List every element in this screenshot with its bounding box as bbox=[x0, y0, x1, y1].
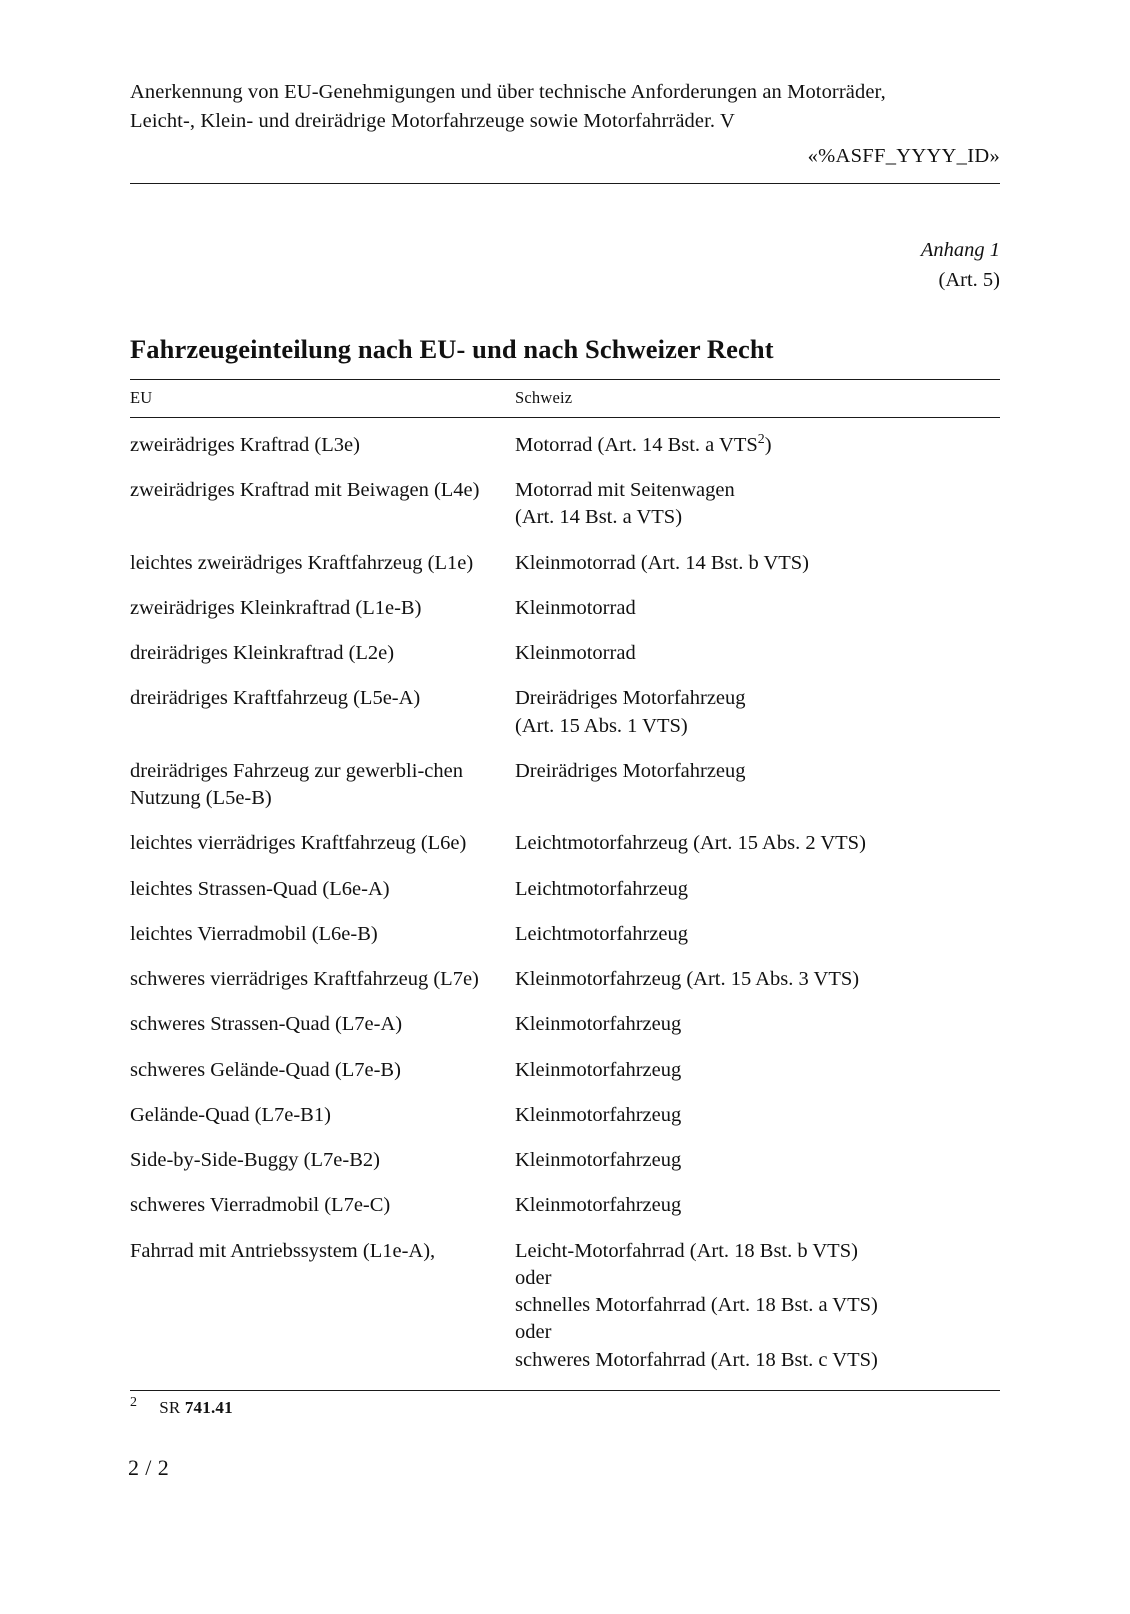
table-header-row bbox=[130, 380, 1000, 417]
header-divider bbox=[130, 183, 1000, 184]
cell-eu: schweres Gelände-Quad (L7e-B) bbox=[130, 1058, 401, 1081]
cell-ch: Kleinmotorfahrzeug bbox=[515, 1013, 682, 1036]
cell-ch: Kleinmotorfahrzeug bbox=[515, 1058, 682, 1081]
table-row bbox=[130, 586, 1000, 631]
cell-eu: dreirädriges Kleinkraftrad (L2e) bbox=[130, 642, 395, 665]
cell-eu: zweirädriges Kleinkraftrad (L1e-B) bbox=[130, 596, 422, 619]
cell-eu: schweres vierrädriges Kraftfahrzeug (L7e) bbox=[130, 968, 479, 991]
cell-ch: Leichtmotorfahrzeug (Art. 15 Abs. 2 VTS) bbox=[515, 832, 866, 855]
table-row bbox=[130, 957, 1000, 1002]
cell-ch: Kleinmotorrad (Art. 14 Bst. b VTS) bbox=[515, 551, 809, 574]
cell-eu: schweres Strassen-Quad (L7e-A) bbox=[130, 1013, 403, 1036]
cell-eu: Fahrrad mit Antriebssystem (L1e-A), bbox=[130, 1239, 436, 1262]
cell-eu: Gelände-Quad (L7e-B1) bbox=[130, 1103, 331, 1126]
cell-ch: Leicht-Motorfahrrad (Art. 18 Bst. b VTS) oder schnelles Motorfahrrad (Art. 18 Bst. a VTS) oder schweres Motorfahrrad (Art. 18 Bst. c VTS) bbox=[515, 1239, 878, 1371]
cell-eu: leichtes zweirädriges Kraftfahrzeug (L1e) bbox=[130, 551, 474, 574]
cell-eu: zweirädriges Kraftrad (L3e) bbox=[130, 433, 360, 456]
cell-eu: dreirädriges Kraftfahrzeug (L5e-A) bbox=[130, 687, 421, 710]
table-row bbox=[130, 821, 1000, 866]
cell-eu: zweirädriges Kraftrad mit Beiwagen (L4e) bbox=[130, 479, 480, 502]
footnote-prefix: SR bbox=[159, 1398, 185, 1417]
cell-ch: Kleinmotorfahrzeug (Art. 15 Abs. 3 VTS) bbox=[515, 968, 860, 991]
table-row bbox=[130, 912, 1000, 957]
cell-eu: leichtes Strassen-Quad (L6e-A) bbox=[130, 877, 390, 900]
table-row bbox=[130, 631, 1000, 676]
table-row bbox=[130, 1229, 1000, 1390]
table-bottom-rule bbox=[130, 1390, 1000, 1391]
cell-ch: Motorrad (Art. 14 Bst. a VTS$^2$) bbox=[515, 431, 772, 456]
table-row bbox=[130, 541, 1000, 586]
table-row bbox=[130, 1138, 1000, 1183]
footnote-reference: 2 bbox=[757, 431, 765, 447]
cell-ch: Kleinmotorfahrzeug bbox=[515, 1194, 682, 1217]
header-line-1: Anerkennung von EU-Genehmigungen und über technische Anforderungen an Motorräder, bbox=[130, 81, 886, 103]
cell-eu: leichtes vierrädriges Kraftfahrzeug (L6e) bbox=[130, 832, 467, 855]
table-row bbox=[130, 867, 1000, 912]
document-header bbox=[130, 78, 1000, 171]
document-id: «%ASFF_YYYY_ID» bbox=[807, 145, 1000, 168]
table-row bbox=[130, 676, 1000, 749]
cell-eu: Side-by-Side-Buggy (L7e-B2) bbox=[130, 1149, 380, 1172]
table-row bbox=[130, 468, 1000, 541]
table-row bbox=[130, 1002, 1000, 1047]
cell-ch: Kleinmotorfahrzeug bbox=[515, 1149, 682, 1172]
cell-ch: Kleinmotorrad bbox=[515, 596, 636, 619]
footnote-sr-number: 741.41 bbox=[184, 1398, 233, 1417]
cell-eu: schweres Vierradmobil (L7e-C) bbox=[130, 1194, 391, 1217]
footnote bbox=[130, 1395, 233, 1418]
page-title: Fahrzeugeinteilung nach EU- und nach Schweizer Recht bbox=[130, 333, 774, 364]
annex-title: Anhang 1 bbox=[920, 239, 1000, 262]
cell-ch: Dreirädriges Motorfahrzeug bbox=[515, 759, 746, 782]
cell-eu: leichtes Vierradmobil (L6e-B) bbox=[130, 922, 378, 945]
cell-ch: Kleinmotorfahrzeug bbox=[515, 1103, 682, 1126]
annex-label bbox=[130, 236, 1000, 295]
column-header-eu: EU bbox=[130, 387, 153, 407]
classification-table bbox=[130, 380, 1000, 417]
table-row bbox=[130, 1183, 1000, 1228]
cell-ch: Leichtmotorfahrzeug bbox=[515, 922, 689, 945]
cell-ch: Leichtmotorfahrzeug bbox=[515, 877, 689, 900]
table-row bbox=[130, 1093, 1000, 1138]
footnote-marker: 2 bbox=[130, 1395, 138, 1411]
classification-table-body bbox=[130, 418, 1000, 1390]
cell-ch: Dreirädriges Motorfahrzeug (Art. 15 Abs. 1 VTS) bbox=[515, 687, 746, 737]
annex-article: (Art. 5) bbox=[938, 269, 1000, 292]
table-row bbox=[130, 418, 1000, 468]
cell-ch: Kleinmotorrad bbox=[515, 642, 636, 665]
column-header-ch: Schweiz bbox=[515, 387, 573, 407]
cell-ch: Motorrad mit Seitenwagen (Art. 14 Bst. a VTS) bbox=[515, 479, 735, 529]
cell-eu: dreirädriges Fahrzeug zur gewerbli-chen Nutzung (L5e-B) bbox=[130, 759, 463, 810]
page-number: 2 / 2 bbox=[128, 1455, 170, 1480]
table-row bbox=[130, 1048, 1000, 1093]
table-row bbox=[130, 749, 1000, 822]
header-line-2: Leicht-, Klein- und dreirädrige Motorfahrzeuge sowie Motorfahrräder. V bbox=[130, 110, 735, 133]
